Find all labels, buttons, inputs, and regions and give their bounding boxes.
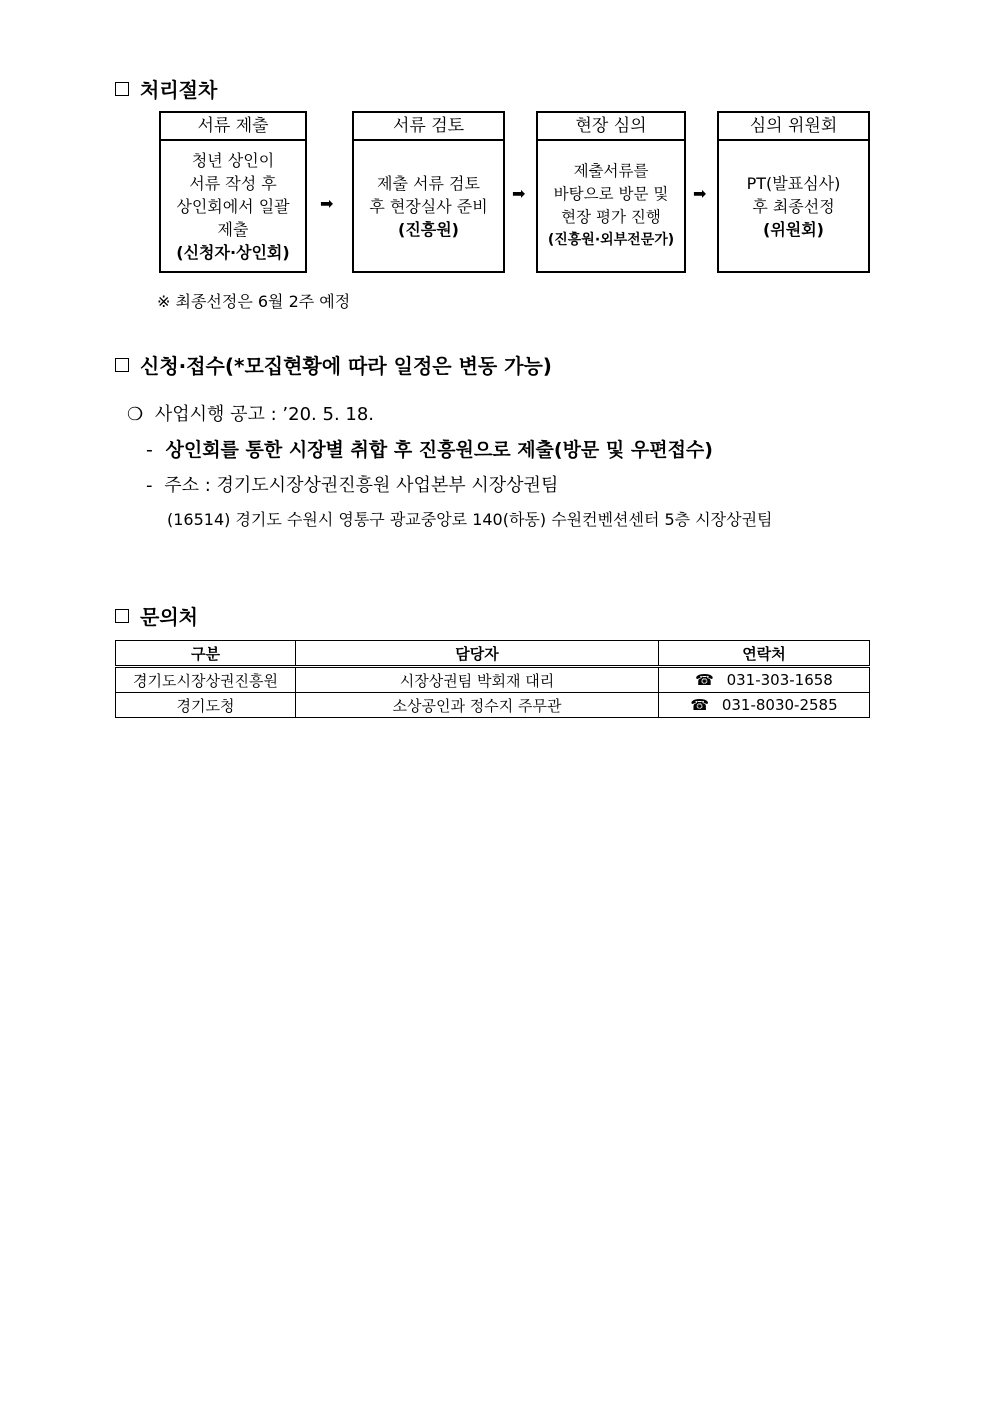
application-heading <box>115 350 552 379</box>
header-person: 담당자 <box>296 641 659 667</box>
org-cell: 경기도시장상권진흥원 <box>116 667 296 693</box>
step-actor: (진흥원·외부전문가) <box>547 232 675 248</box>
submit-text: 상인회를 통한 시장별 취합 후 진흥원으로 제출(방문 및 우편접수) <box>165 439 713 461</box>
contact-table <box>115 640 870 718</box>
step-line: 청년 상인이 <box>191 150 275 170</box>
step-line: PT(발표심사) <box>746 173 841 193</box>
step-title: 현장 심의 <box>538 113 684 141</box>
step-line: 현장 평가 진행 <box>561 208 661 226</box>
table-header-row <box>116 641 870 667</box>
step-actor: (위원회) <box>763 219 824 239</box>
dash-mark: - <box>146 439 153 461</box>
address-label: 주소 : 경기도시장상권진흥원 사업본부 시장상권팀 <box>164 475 559 496</box>
contact-heading-text: 문의처 <box>140 605 198 629</box>
step-line: 바탕으로 방문 및 <box>553 185 669 203</box>
phone-cell <box>659 667 870 693</box>
table-row <box>116 667 870 693</box>
announce-text: 사업시행 공고 : ’20. 5. 18. <box>154 404 375 425</box>
procedure-heading <box>115 74 217 103</box>
application-heading-text: 신청·접수(*모집현황에 따라 일정은 변동 가능) <box>140 354 552 378</box>
table-row <box>116 693 870 718</box>
contact-heading <box>115 601 198 630</box>
phone-icon: ☎ <box>690 696 710 714</box>
selection-note: ※ 최종선정은 6월 2주 예정 <box>157 292 351 311</box>
person-cell: 소상공인과 정수지 주무관 <box>296 693 659 718</box>
address-detail: (16514) 경기도 수원시 영통구 광교중앙로 140(하동) 수원컨벤션센터 5층 시장상권팀 <box>167 510 773 529</box>
step-line: 제출 서류 검토 <box>377 173 480 193</box>
step-title: 심의 위원회 <box>719 113 868 141</box>
dash-mark: - <box>146 475 153 496</box>
step-actor: (신청자·상인회) <box>176 242 290 262</box>
arrow-right-icon: ➡ <box>512 184 526 203</box>
arrow-right-icon: ➡ <box>693 184 707 203</box>
step-line: 후 현장실사 준비 <box>369 196 488 216</box>
phone-number: 031-8030-2585 <box>721 696 838 714</box>
step-box-committee <box>717 111 870 273</box>
square-bullet-icon <box>115 82 129 96</box>
step-title: 서류 제출 <box>161 113 305 141</box>
header-phone: 연락처 <box>659 641 870 667</box>
step-line: 제출서류를 <box>573 162 649 180</box>
circle-bullet-icon: ❍ <box>127 404 144 425</box>
step-actor: (진흥원) <box>398 219 459 239</box>
step-box-site-review <box>536 111 686 273</box>
arrow-right-icon: ➡ <box>320 194 334 213</box>
announce-line <box>127 400 374 426</box>
step-line: 후 최종선정 <box>752 196 835 216</box>
step-line: 서류 작성 후 <box>189 173 277 193</box>
phone-icon: ☎ <box>695 671 714 689</box>
procedure-heading-text: 처리절차 <box>140 78 218 102</box>
phone-number: 031-303-1658 <box>726 671 833 689</box>
submit-line <box>146 435 713 462</box>
address-line <box>146 471 558 497</box>
header-category: 구분 <box>116 641 296 667</box>
step-box-submit <box>159 111 307 273</box>
person-cell: 시장상권팀 박회재 대리 <box>296 667 659 693</box>
phone-cell <box>659 693 870 718</box>
square-bullet-icon <box>115 609 129 623</box>
org-cell: 경기도청 <box>116 693 296 718</box>
step-box-review <box>352 111 505 273</box>
step-line: 제출 <box>217 219 249 239</box>
square-bullet-icon <box>115 358 129 372</box>
step-title: 서류 검토 <box>354 113 503 141</box>
step-line: 상인회에서 일괄 <box>176 196 290 216</box>
